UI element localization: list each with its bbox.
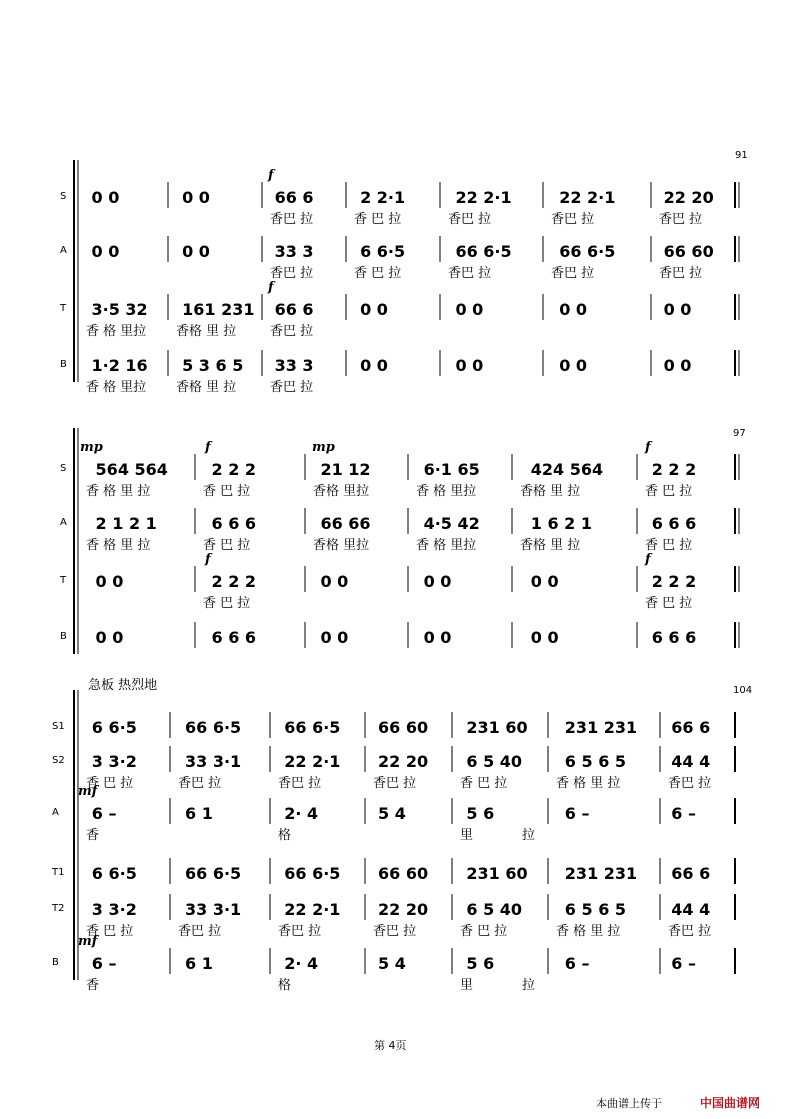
- lyric: 香格 里 拉: [176, 380, 237, 395]
- note-group: 0 0: [95, 572, 124, 591]
- note-group: 21 12: [320, 460, 371, 479]
- lyric: 香 巴 拉: [645, 538, 693, 553]
- part-label: T: [60, 303, 67, 314]
- note-group: 6 5 6 5: [564, 900, 627, 919]
- lyric: 香格 里 拉: [520, 484, 581, 499]
- note-group: 5 3 6 5: [182, 356, 244, 375]
- lyric: 香 巴 拉: [86, 924, 134, 939]
- lyric: 香格 里 拉: [176, 324, 237, 339]
- note-group: 66 6·5: [185, 718, 242, 737]
- note-group: 22 2·1: [284, 752, 341, 771]
- lyric: 格: [278, 978, 292, 993]
- note-group: 22 2·1: [455, 188, 512, 207]
- lyric: 香 巴 拉: [354, 212, 402, 227]
- lyric: 香 巴 拉: [203, 596, 251, 611]
- dynamic-marking: f: [645, 552, 651, 567]
- dynamic-marking: f: [645, 440, 651, 455]
- note-group: 66 6·5: [284, 718, 341, 737]
- lyric: 香巴 拉: [278, 776, 322, 791]
- tempo-marking: 急板 热烈地: [88, 678, 158, 693]
- site-logo: 中国曲谱网: [700, 1096, 761, 1110]
- lyric: 香: [86, 828, 100, 843]
- lyric: 香 格 里 拉: [556, 924, 621, 939]
- lyric: 香巴 拉: [373, 776, 417, 791]
- part-label: A: [60, 245, 67, 256]
- part-label: S1: [52, 721, 65, 732]
- note-group: 6 1: [185, 804, 213, 823]
- lyric: 香 巴 拉: [354, 266, 402, 281]
- note-group: 6 5 6 5: [564, 752, 627, 771]
- note-group: 2· 4: [284, 954, 319, 973]
- note-group: 0 0: [360, 300, 388, 319]
- note-group: 1·2 16: [91, 356, 148, 375]
- upload-credit: 本曲谱上传于: [596, 1097, 662, 1110]
- note-group: 5 4: [378, 954, 406, 973]
- note-group: 231 60: [466, 718, 528, 737]
- lyric: 拉: [522, 978, 536, 993]
- note-group: 66 6·5: [284, 864, 341, 883]
- note-group: 66 6·5: [455, 242, 512, 261]
- note-group: 2 2·1: [360, 188, 406, 207]
- dynamic-marking: f: [268, 168, 274, 183]
- note-group: 0 0: [423, 572, 452, 591]
- note-group: 6 1: [185, 954, 213, 973]
- lyric: 香 格 里 拉: [86, 484, 151, 499]
- note-group: 2 2 2: [651, 572, 697, 591]
- dynamic-marking: f: [205, 552, 211, 567]
- part-label: T: [60, 575, 67, 586]
- lyric: 香 格 里拉: [416, 538, 477, 553]
- note-group: 33 3: [274, 242, 314, 261]
- note-group: 66 60: [378, 864, 429, 883]
- part-label: B: [52, 957, 59, 968]
- note-group: 2 2 2: [211, 460, 257, 479]
- note-group: 231 60: [466, 864, 528, 883]
- note-group: 2 2 2: [211, 572, 257, 591]
- note-group: 0 0: [530, 628, 559, 647]
- lyric: 香巴 拉: [270, 324, 314, 339]
- note-group: 0 0: [559, 300, 588, 319]
- note-group: 3 3·2: [91, 752, 137, 771]
- lyric: 香 格 里拉: [86, 380, 147, 395]
- lyric: 香: [86, 978, 100, 993]
- note-group: 0 0: [663, 300, 692, 319]
- lyric: 里: [460, 978, 474, 993]
- lyric: 香巴 拉: [178, 924, 222, 939]
- note-group: 6 –: [564, 804, 590, 823]
- note-group: 6 6·5: [360, 242, 406, 261]
- lyric: 拉: [522, 828, 536, 843]
- lyric: 格: [278, 828, 292, 843]
- lyric: 香巴 拉: [448, 266, 492, 281]
- note-group: 231 231: [564, 718, 638, 737]
- note-group: 66 6: [671, 864, 711, 883]
- part-label: S2: [52, 755, 65, 766]
- note-group: 161 231: [182, 300, 255, 319]
- note-group: 6 –: [91, 804, 117, 823]
- lyric: 香巴 拉: [278, 924, 322, 939]
- note-group: 66 6: [274, 188, 314, 207]
- note-group: 1 6 2 1: [530, 514, 592, 533]
- note-group: 5 6: [466, 804, 495, 823]
- note-group: 0 0: [91, 188, 120, 207]
- note-group: 66 6·5: [185, 864, 242, 883]
- lyric: 香巴 拉: [448, 212, 492, 227]
- note-group: 6 6 6: [651, 514, 697, 533]
- note-group: 33 3·1: [185, 752, 242, 771]
- note-group: 5 6: [466, 954, 495, 973]
- part-label: A: [60, 517, 67, 528]
- note-group: 66 60: [663, 242, 714, 261]
- lyric: 香巴 拉: [668, 776, 712, 791]
- note-group: 6 –: [91, 954, 117, 973]
- lyric: 香 巴 拉: [460, 924, 508, 939]
- lyric: 香巴 拉: [373, 924, 417, 939]
- note-group: 44 4: [671, 900, 711, 919]
- note-group: 44 4: [671, 752, 711, 771]
- note-group: 0 0: [320, 572, 349, 591]
- measure-number: 91: [735, 150, 748, 161]
- note-group: 6·1 65: [423, 460, 480, 479]
- dynamic-marking: f: [268, 280, 274, 295]
- note-group: 6 6 6: [651, 628, 697, 647]
- lyric: 香 格 里拉: [86, 324, 147, 339]
- note-group: 0 0: [559, 356, 588, 375]
- lyric: 香 巴 拉: [203, 538, 251, 553]
- dynamic-marking: mp: [312, 440, 335, 455]
- lyric: 香巴 拉: [270, 212, 314, 227]
- note-group: 66 66: [320, 514, 371, 533]
- note-group: 2 1 2 1: [95, 514, 157, 533]
- note-group: 0 0: [455, 356, 484, 375]
- note-group: 0 0: [663, 356, 692, 375]
- note-group: 33 3: [274, 356, 314, 375]
- note-group: 22 2·1: [559, 188, 616, 207]
- note-group: 6 6 6: [211, 628, 257, 647]
- part-label: T1: [52, 867, 65, 878]
- dynamic-marking: f: [205, 440, 211, 455]
- lyric: 香巴 拉: [551, 266, 595, 281]
- note-group: 424 564: [530, 460, 604, 479]
- lyric: 香巴 拉: [551, 212, 595, 227]
- part-label: S: [60, 191, 67, 202]
- note-group: 6 –: [671, 954, 696, 973]
- note-group: 6 5 40: [466, 752, 523, 771]
- lyric: 香巴 拉: [659, 212, 703, 227]
- note-group: 66 6: [671, 718, 711, 737]
- measure-number: 97: [733, 428, 746, 439]
- lyric: 香巴 拉: [659, 266, 703, 281]
- note-group: 231 231: [564, 864, 638, 883]
- note-group: 4·5 42: [423, 514, 480, 533]
- note-group: 3 3·2: [91, 900, 137, 919]
- part-label: B: [60, 359, 67, 370]
- lyric: 香 巴 拉: [203, 484, 251, 499]
- dynamic-marking: mf: [78, 934, 98, 949]
- note-group: 66 6·5: [559, 242, 616, 261]
- note-group: 2 2 2: [651, 460, 697, 479]
- note-group: 0 0: [182, 242, 210, 261]
- part-label: S: [60, 463, 67, 474]
- measure-number: 104: [733, 685, 753, 696]
- note-group: 6 6·5: [91, 718, 137, 737]
- part-label: T2: [52, 903, 65, 914]
- note-group: 564 564: [95, 460, 168, 479]
- note-group: 33 3·1: [185, 900, 242, 919]
- lyric: 香格 里拉: [313, 538, 370, 553]
- note-group: 0 0: [455, 300, 484, 319]
- note-group: 6 6 6: [211, 514, 257, 533]
- note-group: 0 0: [423, 628, 452, 647]
- note-group: 0 0: [360, 356, 388, 375]
- lyric: 里: [460, 828, 474, 843]
- note-group: 0 0: [320, 628, 349, 647]
- note-group: 22 20: [378, 752, 429, 771]
- lyric: 香 格 里拉: [416, 484, 477, 499]
- lyric: 香 巴 拉: [460, 776, 508, 791]
- note-group: 6 5 40: [466, 900, 523, 919]
- note-group: 22 2·1: [284, 900, 341, 919]
- note-group: 66 6: [274, 300, 314, 319]
- note-group: 0 0: [95, 628, 124, 647]
- note-group: 6 –: [671, 804, 696, 823]
- dynamic-marking: mp: [80, 440, 103, 455]
- lyric: 香巴 拉: [668, 924, 712, 939]
- note-group: 2· 4: [284, 804, 319, 823]
- lyric: 香巴 拉: [270, 380, 314, 395]
- part-label: B: [60, 631, 67, 642]
- note-group: 3·5 32: [91, 300, 148, 319]
- lyric: 香 巴 拉: [86, 776, 134, 791]
- note-group: 6 –: [564, 954, 590, 973]
- note-group: 22 20: [378, 900, 429, 919]
- note-group: 0 0: [91, 242, 120, 261]
- lyric: 香 巴 拉: [645, 484, 693, 499]
- page-footer: 第 4页: [374, 1039, 407, 1052]
- part-label: A: [52, 807, 59, 818]
- lyric: 香格 里 拉: [520, 538, 581, 553]
- note-group: 22 20: [663, 188, 714, 207]
- note-group: 6 6·5: [91, 864, 137, 883]
- lyric: 香 格 里 拉: [86, 538, 151, 553]
- note-group: 0 0: [530, 572, 559, 591]
- lyric: 香格 里拉: [313, 484, 370, 499]
- note-group: 5 4: [378, 804, 406, 823]
- lyric: 香 格 里 拉: [556, 776, 621, 791]
- note-group: 66 60: [378, 718, 429, 737]
- lyric: 香 巴 拉: [645, 596, 693, 611]
- lyric: 香巴 拉: [270, 266, 314, 281]
- lyric: 香巴 拉: [178, 776, 222, 791]
- dynamic-marking: mf: [78, 784, 98, 799]
- note-group: 0 0: [182, 188, 210, 207]
